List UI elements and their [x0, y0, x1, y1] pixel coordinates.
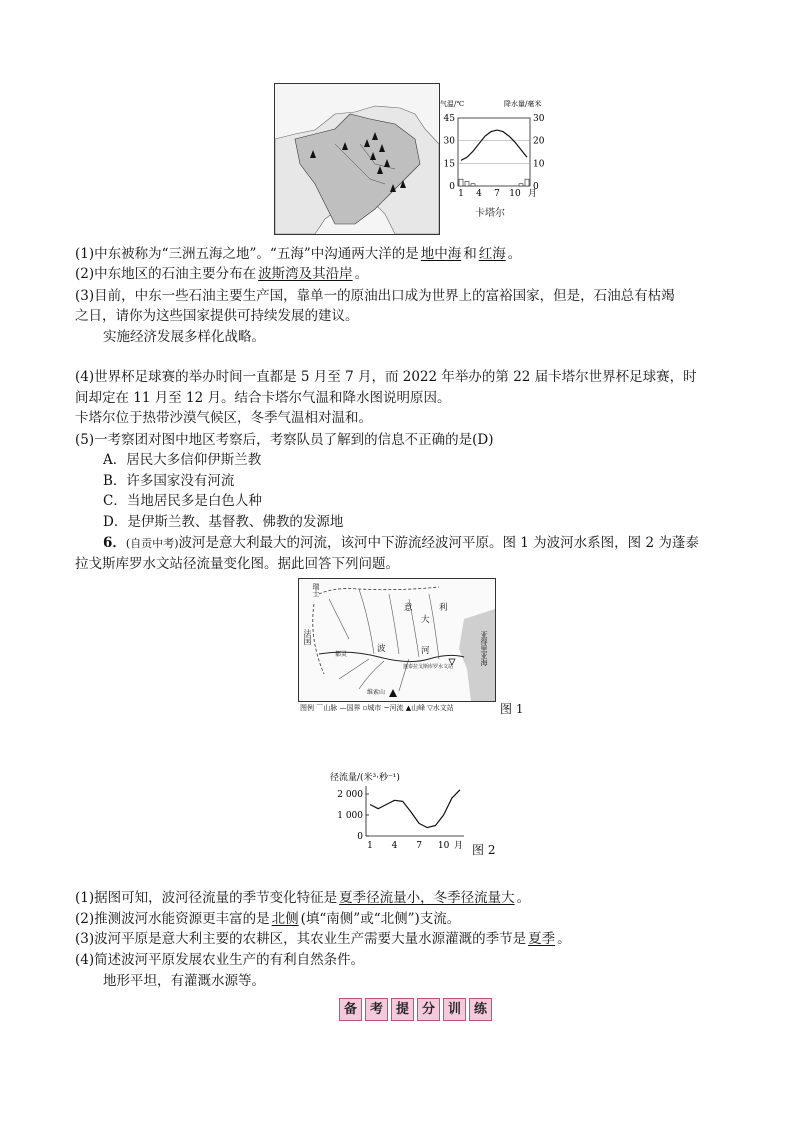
label-river: 河 [421, 646, 430, 656]
x-tick: 10 [509, 189, 521, 199]
y-right-tick: 10 [533, 159, 545, 170]
y-tick: 1 000 [337, 811, 363, 821]
label-swiss: 瑞士 [312, 583, 320, 597]
y-left-tick: 30 [443, 136, 455, 147]
label-italy-2: 大 [421, 615, 430, 625]
y-right-tick: 30 [533, 114, 545, 124]
climate-chart-title: 卡塔尔 [475, 208, 505, 219]
x-tick: 1 [458, 189, 464, 199]
q2-line [75, 265, 368, 283]
section-banner [339, 998, 492, 1021]
temperature-line [461, 130, 527, 160]
q6-stem-line-2: 拉戈斯库罗水文站径流量变化图。据此回答下列问题。 [75, 556, 399, 572]
banner-char-5: 训 [443, 998, 466, 1021]
banner-char-6: 练 [469, 998, 492, 1021]
label-italy-3: 利 [439, 603, 448, 613]
label-peak: 维索山 [367, 689, 386, 696]
precip-bar [459, 179, 463, 186]
y-left-label: 气温/℃ [440, 100, 465, 108]
q1-answer-2: 红海 [478, 246, 506, 262]
q2-text: (2)中东地区的石油主要分布在 [75, 266, 257, 282]
banner-char-2: 考 [365, 998, 388, 1021]
precip-bar [465, 181, 469, 186]
q3-line-1: (3)目前，中东一些石油主要生产国，靠单一的原油出口成为世界上的富裕国家，但是，石油总有枯竭 [75, 288, 675, 304]
banner-char-1: 备 [339, 998, 362, 1021]
po-map-legend: 图例 ⌒山脉 —国界 ▫城市 ~河流 ▲山峰 ▽水文站 [300, 704, 454, 712]
x-tick: 4 [391, 841, 398, 851]
q1-end: 。 [507, 246, 522, 262]
q6-1-text: (1)据图可知，波河径流量的季节变化特征是 [75, 890, 338, 906]
q6-4-answer: 地形平坦，有灌溉水源等。 [103, 973, 265, 989]
y-tick: 0 [357, 832, 363, 842]
q4-answer: 卡塔尔位于热带沙漠气候区，冬季气温相对温和。 [75, 410, 372, 426]
q5-option-a: A．居民大多信仰伊斯兰教 [103, 452, 262, 468]
x-unit: 月 [454, 841, 464, 851]
label-adriatic: 亚得里亚海 [480, 631, 488, 666]
q5-stem: (5)一考察团对图中地区考察后，考察队员了解到的信息不正确的是(D) [75, 432, 494, 448]
q1-line [75, 245, 521, 263]
q5-option-b: B．许多国家没有河流 [103, 473, 235, 489]
y-right-label: 降水量/毫米 [504, 100, 542, 108]
flow-ylabel: 径流量/(米³·秒⁻¹) [330, 773, 400, 783]
q6-4-line: (4)简述波河平原发展农业生产的有利自然条件。 [75, 952, 365, 968]
y-right-tick: 0 [533, 182, 539, 192]
label-turin: 都灵 [335, 651, 348, 658]
q5-option-d: D．是伊斯兰教、基督教、佛教的发源地 [103, 514, 344, 530]
banner-char-3: 提 [391, 998, 414, 1021]
q6-3-text: (3)波河平原是意大利主要的农耕区，其农业生产需要大量水源灌溉的季节是 [75, 931, 527, 947]
y-left-tick: 45 [443, 114, 455, 124]
y-left-tick: 0 [449, 182, 455, 192]
label-france: 法国 [303, 629, 312, 645]
precip-bar [471, 184, 475, 186]
q6-3-answer: 夏季 [528, 931, 556, 947]
q6-2-answer: 北侧 [271, 911, 299, 927]
precip-bar [519, 184, 523, 186]
q6-3-end: 。 [557, 931, 571, 947]
x-tick: 7 [494, 189, 500, 199]
q6-1-line [75, 889, 530, 907]
q6-2-line [75, 910, 460, 928]
q1-conj: 和 [463, 246, 477, 262]
flow-chart-caption: 图 2 [472, 843, 496, 857]
q1-answer-1: 地中海 [420, 246, 462, 262]
x-tick: 10 [437, 841, 450, 851]
q2-answer: 波斯湾及其沿岸 [258, 266, 353, 282]
banner-char-4: 分 [417, 998, 440, 1021]
climate-chart-qatar [440, 96, 555, 218]
q6-1-end: 。 [516, 890, 531, 906]
middle-east-map-drawing [275, 84, 439, 234]
q6-2-text: (2)推测波河水能资源更丰富的是 [75, 911, 270, 927]
q2-end: 。 [354, 266, 369, 282]
q6-3-line [75, 930, 571, 948]
x-tick: 4 [476, 189, 482, 199]
label-po: 波 [377, 644, 386, 654]
label-italy-1: 意 [404, 603, 413, 613]
plot-frame [458, 118, 530, 186]
q3-line-2: 之日，请你为这些国家提供可持续发展的建议。 [75, 308, 359, 324]
climate-chart-svg [440, 96, 555, 218]
po-map-caption: 图 1 [500, 702, 524, 716]
q3-answer: 实施经济发展多样化战略。 [103, 329, 265, 345]
q6-stem-text: 波河是意大利最大的河流，该河中下游流经波河平原。图 1 为波河水系图，图 2 为蓬泰 [178, 535, 699, 551]
y-right-tick: 20 [533, 136, 545, 147]
po-river-map [298, 578, 496, 702]
po-river-drawing [299, 579, 495, 701]
q6-1-answer: 夏季径流量小，冬季径流量大 [339, 890, 515, 906]
middle-east-map [274, 83, 440, 235]
q6-2-end: (填“南侧”或“北侧”)支流。 [300, 911, 461, 927]
y-left-tick: 15 [443, 159, 455, 170]
q6-source: (自贡中考) [125, 537, 179, 550]
precip-bar [525, 179, 529, 186]
q6-stem-line-1 [103, 534, 699, 553]
label-station: 蓬泰拉戈斯库罗水文站 [403, 664, 454, 670]
q4-line-2: 间却定在 11 月至 12 月。结合卡塔尔气温和降水图说明原因。 [75, 390, 451, 406]
q5-option-c: C．当地居民多是白色人种 [103, 493, 262, 509]
q6-number: 6． [103, 535, 126, 551]
x-tick: 1 [367, 841, 373, 851]
x-tick: 7 [416, 841, 422, 851]
q4-line-1: (4)世界杯足球赛的举办时间一直都是 5 月至 7 月，而 2022 年举办的第 22 届卡塔尔世界杯足球赛，时 [75, 369, 697, 385]
y-tick: 2 000 [337, 790, 363, 800]
x-unit: 月 [528, 189, 538, 199]
flow-line [370, 790, 460, 828]
q1-text: (1)中东被称为“三洲五海之地”。“五海”中沟通两大洋的是 [75, 246, 419, 262]
